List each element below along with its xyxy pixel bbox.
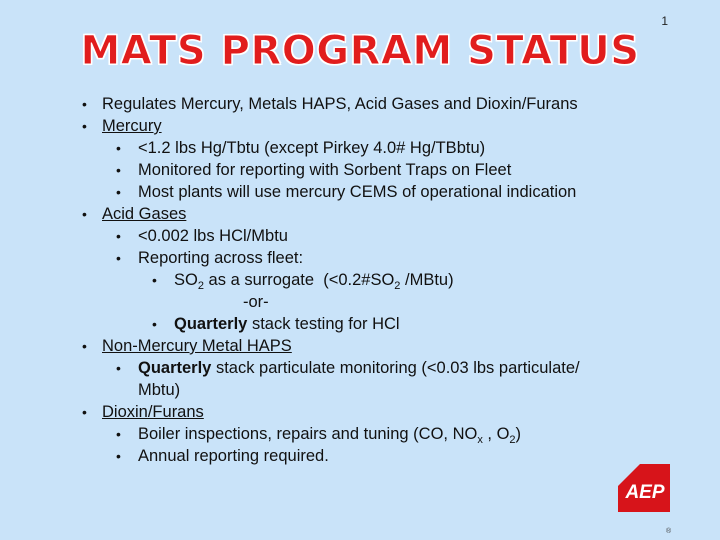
bullet-dot-icon: •: [116, 184, 121, 200]
bullet-text: Monitored for reporting with Sorbent Traps on Fleet: [138, 161, 512, 179]
bullet-dot-icon: •: [82, 118, 87, 134]
bullet-text: Reporting across fleet:: [138, 249, 304, 267]
bullet-text: Annual reporting required.: [138, 447, 329, 465]
bullet-text: Most plants will use mercury CEMS of operational indication: [138, 183, 577, 201]
section-heading-mercury: Mercury: [102, 117, 162, 135]
sub-bullet-continuation: Mbtu): [138, 381, 181, 399]
bullet-dot-icon: •: [152, 316, 157, 332]
bullet-dot-icon: •: [116, 140, 121, 156]
sub-sub-bullet: [78, 269, 658, 291]
bullet-dot-icon: •: [82, 96, 87, 112]
bullet-mercury: [78, 115, 658, 137]
bullet-text: Regulates Mercury, Metals HAPS, Acid Gases and Dioxin/Furans: [102, 95, 578, 113]
sub-bullet: [78, 247, 658, 269]
section-heading-acid-gases: Acid Gases: [102, 205, 187, 223]
bullet-text: $SO_2$ as a surrogate ($<0.2\#SO_2$ /MBtu): [174, 271, 454, 292]
bullet-dot-icon: •: [82, 206, 87, 222]
sub-bullet: [78, 181, 658, 203]
section-heading-dioxin: Dioxin/Furans: [102, 403, 204, 421]
sub-bullet: [78, 137, 658, 159]
sub-bullet: [78, 357, 658, 379]
sub-bullet: [78, 159, 658, 181]
bullet-dot-icon: •: [82, 404, 87, 420]
sub-sub-bullet: [78, 313, 658, 335]
bullet-dot-icon: •: [116, 360, 121, 376]
bullet-text: Boiler inspections, repairs and tuning (CO, $NO_x$ , $O_2$): [138, 425, 522, 446]
sub-bullet: [78, 423, 658, 445]
bullet-non-mercury: [78, 335, 658, 357]
bullet-list: [78, 93, 658, 467]
sub-bullet: [78, 445, 658, 467]
or-separator: -or-: [243, 293, 269, 311]
registered-mark: ®: [666, 528, 672, 535]
section-heading-non-mercury: Non-Mercury Metal HAPS: [102, 337, 292, 355]
logo-text: AEP: [625, 482, 665, 503]
bullet-text: <0.002 lbs HCl/Mbtu: [138, 227, 288, 245]
aep-logo: [618, 464, 670, 512]
page-number: 1: [661, 14, 668, 28]
bullet-dot-icon: •: [116, 448, 121, 464]
bullet-dot-icon: •: [82, 338, 87, 354]
bullet-text: Quarterly stack particulate monitoring (<0.03 lbs particulate/: [138, 359, 580, 377]
bullet-text: Quarterly stack testing for HCl: [174, 315, 400, 333]
bullet-text: <1.2 lbs Hg/Tbtu (except Pirkey 4.0# Hg/TBbtu): [138, 139, 486, 157]
bullet-dot-icon: •: [116, 162, 121, 178]
bullet-dot-icon: •: [152, 272, 157, 288]
bullet-dot-icon: •: [116, 228, 121, 244]
sub-bullet: [78, 225, 658, 247]
bullet-acid-gases: [78, 203, 658, 225]
slide-title: MATS PROGRAM STATUS: [80, 28, 640, 74]
bullet-dot-icon: •: [116, 426, 121, 442]
bullet-regulates: [78, 93, 658, 115]
bullet-dot-icon: •: [116, 250, 121, 266]
bullet-dioxin: [78, 401, 658, 423]
